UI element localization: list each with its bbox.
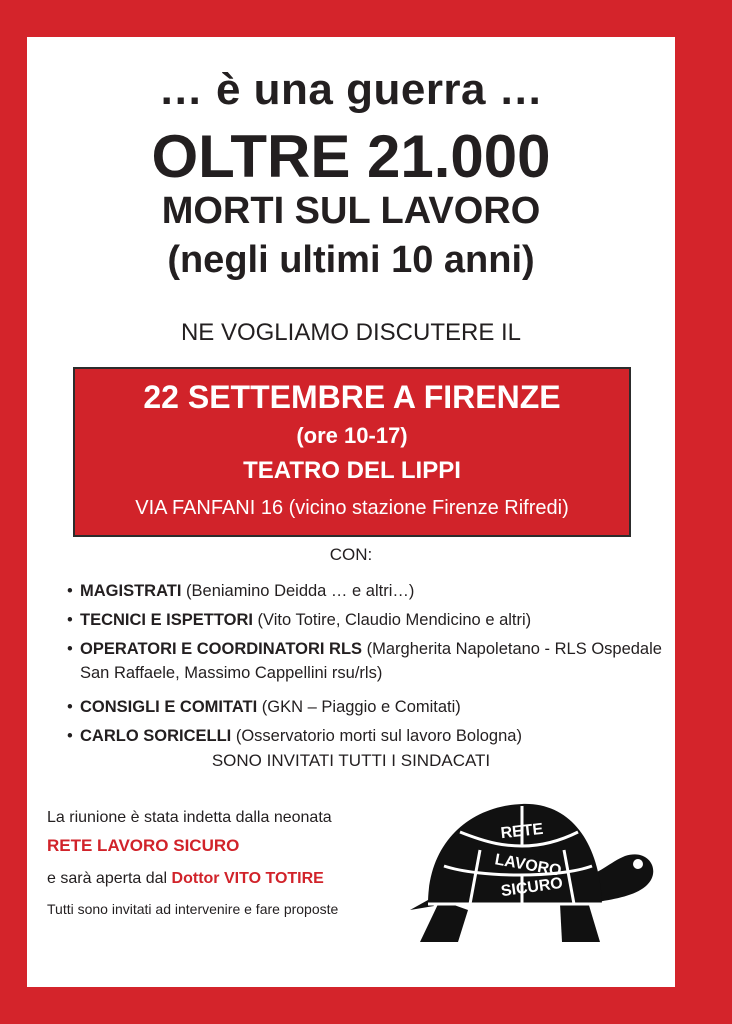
event-hours: (ore 10-17) [296, 423, 408, 448]
bullet-icon: • [67, 698, 73, 716]
logo-text-sicuro: SICURO [499, 874, 564, 901]
list-item [67, 724, 667, 753]
bullet-icon: • [67, 727, 73, 745]
headline-deaths-label: MORTI SUL LAVORO [161, 190, 541, 232]
list-item [67, 579, 667, 608]
footer-info [47, 809, 407, 917]
list-item [67, 695, 667, 724]
event-venue: TEATRO DEL LIPPI [243, 457, 461, 484]
speaker-names: (Beniamino Deidda … e altri…) [181, 582, 415, 600]
unions-invited: SONO INVITATI TUTTI I SINDACATI [211, 751, 491, 770]
footer-opener-name: Dottor VITO TOTIRE [171, 870, 324, 887]
footer-opener-prefix: e sarà aperta dal [47, 870, 172, 887]
bullet-icon: • [67, 640, 73, 658]
bullet-icon: • [67, 582, 73, 600]
list-item [67, 608, 667, 637]
turtle-leg-front [560, 902, 600, 942]
headline-deaths-count: OLTRE 21.000 [151, 123, 551, 190]
speaker-names: (GKN – Piaggio e Comitati) [257, 698, 461, 716]
footer-line-convened: La riunione è stata indetta dalla neonata [47, 809, 332, 826]
headline-period: (negli ultimi 10 anni) [167, 239, 535, 281]
logo-text-rete: RETE [499, 820, 545, 843]
list-item [67, 637, 667, 695]
footer-invitation: Tutti sono invitati ad intervenire e fare proposte [47, 901, 339, 917]
turtle-icon [410, 792, 660, 952]
poster-page [27, 37, 675, 987]
turtle-eye [633, 859, 643, 869]
speaker-list [67, 579, 667, 753]
speaker-role: MAGISTRATI [80, 582, 182, 600]
event-box [73, 367, 631, 537]
speaker-names: (Osservatorio morti sul lavoro Bologna) [231, 727, 522, 745]
event-address: VIA FANFANI 16 (vicino stazione Firenze Rifredi) [135, 497, 569, 519]
intro-text: NE VOGLIAMO DISCUTERE IL [180, 319, 522, 346]
speaker-role: OPERATORI E COORDINATORI RLS [80, 640, 363, 658]
speaker-role: CARLO SORICELLI [80, 727, 232, 745]
footer-network-name: RETE LAVORO SICURO [47, 836, 240, 855]
speaker-names: (Margherita Napoletano - RLS Ospedale San Raffaele, Massimo Cappellini rsu/rls) [80, 640, 662, 682]
speaker-role: CONSIGLI E COMITATI [80, 698, 258, 716]
speaker-names: (Vito Totire, Claudio Mendicino e altri) [252, 611, 532, 629]
bullet-icon: • [67, 611, 73, 629]
with-label: CON: [329, 545, 373, 564]
logo-text-lavoro: LAVORO [493, 851, 563, 880]
speaker-role: TECNICI E ISPETTORI [80, 611, 253, 629]
footer-opener-line [47, 870, 407, 888]
event-date-place: 22 SETTEMBRE A FIRENZE [143, 379, 561, 415]
headline-war: … è una guerra … [158, 65, 544, 114]
